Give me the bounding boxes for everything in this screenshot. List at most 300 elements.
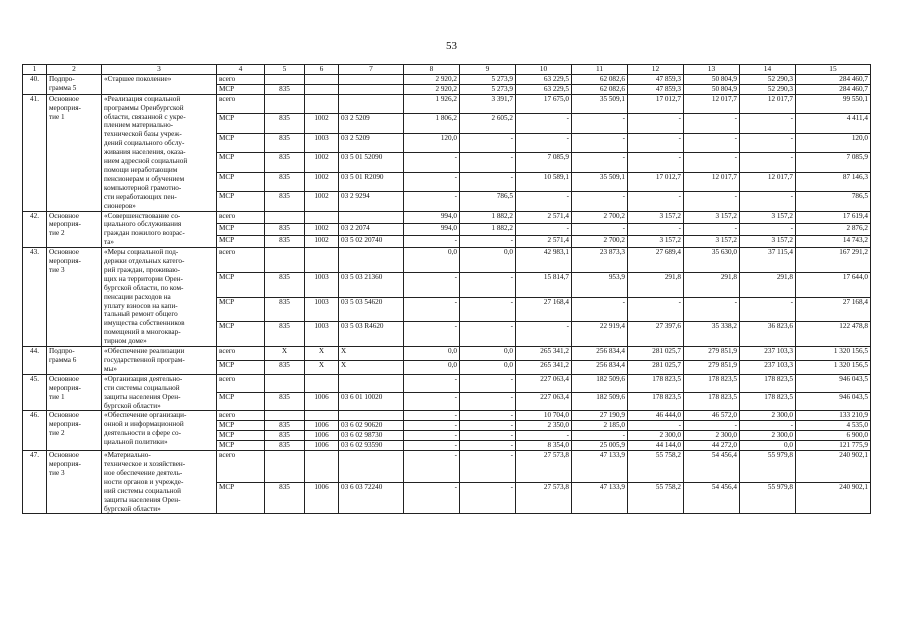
row-number: 41. <box>23 94 47 211</box>
grbs-code-cell: 835 <box>265 393 305 411</box>
program-name: «Старшее поколение» <box>102 74 217 94</box>
amount-cell: 182 509,6 <box>572 374 628 392</box>
section-code-cell: 1006 <box>305 431 339 441</box>
amount-cell: 27 573,8 <box>516 482 572 514</box>
row-number: 45. <box>23 374 47 411</box>
amount-cell: 265 341,2 <box>516 360 572 374</box>
amount-cell: 5 273,9 <box>460 74 516 84</box>
amount-cell: 178 823,5 <box>740 374 796 392</box>
target-code-cell: 03 5 02 20740 <box>339 235 404 247</box>
executor-cell: МСР <box>217 191 265 211</box>
column-number: 14 <box>740 65 796 75</box>
amount-cell: 17 619,4 <box>796 211 871 223</box>
amount-cell: - <box>404 235 460 247</box>
amount-cell: 178 823,5 <box>684 393 740 411</box>
amount-cell: 17 675,0 <box>516 94 572 113</box>
target-code-cell: 03 2 5209 <box>339 133 404 152</box>
amount-cell: - <box>628 191 684 211</box>
amount-cell: 240 902,1 <box>796 451 871 483</box>
amount-cell: - <box>460 374 516 392</box>
amount-cell: 256 834,4 <box>572 360 628 374</box>
executor-cell: МСР <box>217 272 265 297</box>
program-type: Основное мероприя- тие 3 <box>47 248 102 347</box>
budget-table <box>22 64 871 514</box>
section-code-cell: 1003 <box>305 133 339 152</box>
amount-cell: 12 017,7 <box>684 94 740 113</box>
amount-cell: 54 456,4 <box>684 451 740 483</box>
grbs-code-cell <box>265 411 305 421</box>
amount-cell: 946 043,5 <box>796 374 871 392</box>
grbs-code-cell: 835 <box>265 322 305 347</box>
page-number: 53 <box>446 40 457 52</box>
row-number: 40. <box>23 74 47 94</box>
section-code-cell: 1002 <box>305 172 339 191</box>
target-code-cell: X <box>339 347 404 361</box>
target-code-cell: 03 2 5209 <box>339 114 404 133</box>
executor-cell: МСР <box>217 421 265 431</box>
amount-cell: - <box>460 441 516 451</box>
amount-cell: - <box>740 133 796 152</box>
amount-cell: 2 300,0 <box>684 431 740 441</box>
amount-cell: 47 859,3 <box>628 84 684 94</box>
column-number: 7 <box>339 65 404 75</box>
amount-cell: 37 115,4 <box>740 248 796 273</box>
amount-cell: 0,0 <box>460 360 516 374</box>
amount-cell: 2 571,4 <box>516 211 572 223</box>
section-code-cell: 1006 <box>305 482 339 514</box>
amount-cell: 52 290,3 <box>740 84 796 94</box>
amount-cell: - <box>628 421 684 431</box>
amount-cell: 178 823,5 <box>628 393 684 411</box>
amount-cell: 178 823,5 <box>684 374 740 392</box>
amount-cell: 291,8 <box>740 272 796 297</box>
target-code-cell <box>339 84 404 94</box>
amount-cell: - <box>460 153 516 172</box>
amount-cell: 281 025,7 <box>628 347 684 361</box>
amount-cell: - <box>572 297 628 322</box>
amount-cell: 2 300,0 <box>628 431 684 441</box>
program-type: Основное мероприя- тие 1 <box>47 94 102 211</box>
amount-cell: 120,0 <box>796 133 871 152</box>
section-code-cell <box>305 374 339 392</box>
row-number: 47. <box>23 451 47 514</box>
executor-cell: МСР <box>217 235 265 247</box>
amount-cell: 994,0 <box>404 223 460 235</box>
amount-cell: - <box>684 297 740 322</box>
amount-cell: - <box>460 272 516 297</box>
grbs-code-cell <box>265 451 305 483</box>
amount-cell: 22 919,4 <box>572 322 628 347</box>
column-number: 11 <box>572 65 628 75</box>
executor-cell: МСР <box>217 482 265 514</box>
program-name: «Меры социальной под- держки отдельных катего- рий граждан, проживаю- щих на территории Орен- бургской области, по ком- пенсации расходов на уплату взносов на капи- тальный ремонт общего имущества собственников помещений в многоквар- тирном доме» <box>102 248 217 347</box>
amount-cell: - <box>460 411 516 421</box>
amount-cell: 281 025,7 <box>628 360 684 374</box>
amount-cell: 44 144,0 <box>628 441 684 451</box>
amount-cell: 256 834,4 <box>572 347 628 361</box>
target-code-cell: 03 6 01 10020 <box>339 393 404 411</box>
amount-cell: 1 320 156,5 <box>796 360 871 374</box>
amount-cell: 2 876,2 <box>796 223 871 235</box>
amount-cell: 3 157,2 <box>684 211 740 223</box>
amount-cell: 8 354,0 <box>516 441 572 451</box>
program-type: Основное мероприя- тие 2 <box>47 411 102 451</box>
amount-cell: 1 806,2 <box>404 114 460 133</box>
amount-cell: 5 273,9 <box>460 84 516 94</box>
target-code-cell: 03 5 03 54620 <box>339 297 404 322</box>
column-number: 5 <box>265 65 305 75</box>
amount-cell: 44 272,0 <box>684 441 740 451</box>
section-code-cell: 1003 <box>305 272 339 297</box>
amount-cell: 237 103,3 <box>740 360 796 374</box>
target-code-cell <box>339 248 404 273</box>
amount-cell: 55 758,2 <box>628 482 684 514</box>
amount-cell: 291,8 <box>628 272 684 297</box>
grbs-code-cell: 835 <box>265 421 305 431</box>
amount-cell: - <box>516 322 572 347</box>
section-code-cell: 1003 <box>305 322 339 347</box>
column-number: 4 <box>217 65 265 75</box>
executor-cell: МСР <box>217 172 265 191</box>
target-code-cell <box>339 374 404 392</box>
table-row <box>23 211 871 223</box>
amount-cell: - <box>460 172 516 191</box>
section-code-cell <box>305 248 339 273</box>
amount-cell: - <box>572 191 628 211</box>
amount-cell: 62 082,6 <box>572 74 628 84</box>
executor-cell: МСР <box>217 133 265 152</box>
amount-cell: 182 509,6 <box>572 393 628 411</box>
amount-cell: - <box>404 441 460 451</box>
program-name: «Материально- техническое и хозяйствен- ное обеспечение деятель- ности органов и учрежде- ний системы социальной защиты населения Орен- бургской области» <box>102 451 217 514</box>
amount-cell: 23 873,3 <box>572 248 628 273</box>
section-code-cell <box>305 211 339 223</box>
amount-cell: 3 157,2 <box>684 235 740 247</box>
row-number: 44. <box>23 347 47 375</box>
amount-cell: 27 168,4 <box>516 297 572 322</box>
section-code-cell: 1002 <box>305 223 339 235</box>
table-row <box>23 248 871 273</box>
amount-cell: 17 012,7 <box>628 172 684 191</box>
amount-cell: - <box>404 393 460 411</box>
amount-cell: 3 391,7 <box>460 94 516 113</box>
target-code-cell: 03 2 2074 <box>339 223 404 235</box>
amount-cell: - <box>404 297 460 322</box>
column-number: 13 <box>684 65 740 75</box>
table-row <box>23 411 871 421</box>
program-name: «Совершенствование со- циального обслуживания граждан пожилого возрас- та» <box>102 211 217 248</box>
amount-cell: 35 630,0 <box>684 248 740 273</box>
amount-cell: 55 979,8 <box>740 482 796 514</box>
table-row <box>23 94 871 113</box>
table-row <box>23 347 871 361</box>
amount-cell: 47 859,3 <box>628 74 684 84</box>
amount-cell: - <box>460 235 516 247</box>
section-code-cell: 1003 <box>305 297 339 322</box>
amount-cell: - <box>460 431 516 441</box>
amount-cell: 0,0 <box>404 347 460 361</box>
amount-cell: 35 509,1 <box>572 94 628 113</box>
section-code-cell: 1002 <box>305 191 339 211</box>
program-name: «Организация деятельно- сти системы социальной защиты населения Орен- бургской области» <box>102 374 217 411</box>
amount-cell: - <box>404 411 460 421</box>
amount-cell: 120,0 <box>404 133 460 152</box>
grbs-code-cell: 835 <box>265 360 305 374</box>
row-number: 43. <box>23 248 47 347</box>
amount-cell: - <box>460 421 516 431</box>
grbs-code-cell: 835 <box>265 133 305 152</box>
amount-cell: 1 320 156,5 <box>796 347 871 361</box>
amount-cell: 2 920,2 <box>404 84 460 94</box>
executor-cell: МСР <box>217 393 265 411</box>
amount-cell: 291,8 <box>684 272 740 297</box>
executor-cell: МСР <box>217 360 265 374</box>
amount-cell: 47 133,9 <box>572 482 628 514</box>
amount-cell: 2 700,2 <box>572 211 628 223</box>
target-code-cell: 03 5 03 21360 <box>339 272 404 297</box>
program-type: Основное мероприя- тие 1 <box>47 374 102 411</box>
amount-cell: 133 210,9 <box>796 411 871 421</box>
amount-cell: 42 983,1 <box>516 248 572 273</box>
executor-cell: МСР <box>217 322 265 347</box>
executor-cell: всего <box>217 347 265 361</box>
amount-cell: - <box>516 191 572 211</box>
executor-cell: всего <box>217 74 265 84</box>
amount-cell: 7 085,9 <box>516 153 572 172</box>
amount-cell: 35 338,2 <box>684 322 740 347</box>
executor-cell: всего <box>217 211 265 223</box>
executor-cell: МСР <box>217 431 265 441</box>
amount-cell: 0,0 <box>460 347 516 361</box>
section-code-cell: 1002 <box>305 153 339 172</box>
amount-cell: 7 085,9 <box>796 153 871 172</box>
amount-cell: 2 350,0 <box>516 421 572 431</box>
amount-cell: - <box>572 133 628 152</box>
amount-cell: 6 900,0 <box>796 431 871 441</box>
amount-cell: - <box>516 223 572 235</box>
table-row <box>23 374 871 392</box>
grbs-code-cell: 835 <box>265 223 305 235</box>
executor-cell: всего <box>217 248 265 273</box>
program-name: «Обеспечение реализации государственной програм- мы» <box>102 347 217 375</box>
grbs-code-cell: X <box>265 347 305 361</box>
amount-cell: 46 572,0 <box>684 411 740 421</box>
amount-cell: 3 157,2 <box>628 235 684 247</box>
amount-cell: 2 571,4 <box>516 235 572 247</box>
amount-cell: - <box>628 114 684 133</box>
grbs-code-cell: 835 <box>265 272 305 297</box>
amount-cell: 0,0 <box>460 248 516 273</box>
amount-cell: 27 168,4 <box>796 297 871 322</box>
column-number: 9 <box>460 65 516 75</box>
amount-cell: - <box>684 421 740 431</box>
amount-cell: - <box>460 451 516 483</box>
target-code-cell <box>339 451 404 483</box>
amount-cell: - <box>404 482 460 514</box>
row-number: 42. <box>23 211 47 248</box>
target-code-cell: 03 5 03 R4620 <box>339 322 404 347</box>
amount-cell: - <box>460 482 516 514</box>
amount-cell: 10 704,0 <box>516 411 572 421</box>
target-code-cell: X <box>339 360 404 374</box>
column-number: 1 <box>23 65 47 75</box>
amount-cell: - <box>404 451 460 483</box>
table-row <box>23 451 871 483</box>
grbs-code-cell: 835 <box>265 431 305 441</box>
amount-cell: 15 814,7 <box>516 272 572 297</box>
executor-cell: всего <box>217 374 265 392</box>
amount-cell: 121 775,9 <box>796 441 871 451</box>
amount-cell: - <box>740 223 796 235</box>
amount-cell: 27 689,4 <box>628 248 684 273</box>
section-code-cell: 1006 <box>305 421 339 431</box>
target-code-cell: 03 6 02 98730 <box>339 431 404 441</box>
amount-cell: 237 103,3 <box>740 347 796 361</box>
amount-cell: 17 012,7 <box>628 94 684 113</box>
target-code-cell <box>339 211 404 223</box>
executor-cell: МСР <box>217 84 265 94</box>
amount-cell: 946 043,5 <box>796 393 871 411</box>
amount-cell: - <box>740 421 796 431</box>
column-number: 8 <box>404 65 460 75</box>
amount-cell: - <box>516 114 572 133</box>
amount-cell: - <box>404 272 460 297</box>
grbs-code-cell: 835 <box>265 441 305 451</box>
amount-cell: 27 397,6 <box>628 322 684 347</box>
section-code-cell: X <box>305 360 339 374</box>
section-code-cell: X <box>305 347 339 361</box>
section-code-cell: 1006 <box>305 393 339 411</box>
amount-cell: 87 146,3 <box>796 172 871 191</box>
executor-cell: МСР <box>217 114 265 133</box>
executor-cell: всего <box>217 451 265 483</box>
grbs-code-cell: 835 <box>265 172 305 191</box>
amount-cell: - <box>572 431 628 441</box>
program-type: Подпро- грамма 6 <box>47 347 102 375</box>
amount-cell: 1 882,2 <box>460 211 516 223</box>
grbs-code-cell <box>265 211 305 223</box>
column-number: 15 <box>796 65 871 75</box>
program-type: Основное мероприя- тие 3 <box>47 451 102 514</box>
amount-cell: - <box>684 223 740 235</box>
executor-cell: всего <box>217 411 265 421</box>
amount-cell: - <box>516 431 572 441</box>
row-number: 46. <box>23 411 47 451</box>
column-number: 3 <box>102 65 217 75</box>
amount-cell: - <box>628 223 684 235</box>
amount-cell: 994,0 <box>404 211 460 223</box>
grbs-code-cell <box>265 94 305 113</box>
target-code-cell: 03 2 9294 <box>339 191 404 211</box>
amount-cell: 55 758,2 <box>628 451 684 483</box>
amount-cell: 1 926,2 <box>404 94 460 113</box>
column-number: 12 <box>628 65 684 75</box>
amount-cell: - <box>460 393 516 411</box>
amount-cell: 227 063,4 <box>516 393 572 411</box>
executor-cell: МСР <box>217 223 265 235</box>
grbs-code-cell <box>265 74 305 84</box>
program-name: «Реализация социальной программы Оренбургской области, связанной с укре- плением материально- технической базы учреж- дений социального обслу- живания населения, оказа- нием адресной социальной помощи неработающим пенсионерам и обучением компьютерной грамотно- сти неработающих пен- сионеров» <box>102 94 217 211</box>
amount-cell: 167 291,2 <box>796 248 871 273</box>
program-type: Основное мероприя- тие 2 <box>47 211 102 248</box>
amount-cell: 178 823,5 <box>628 374 684 392</box>
amount-cell: - <box>628 133 684 152</box>
amount-cell: 35 509,1 <box>572 172 628 191</box>
amount-cell: 4 535,0 <box>796 421 871 431</box>
amount-cell: 786,5 <box>796 191 871 211</box>
amount-cell: - <box>460 297 516 322</box>
target-code-cell: 03 6 02 90620 <box>339 421 404 431</box>
amount-cell: - <box>684 191 740 211</box>
program-type: Подпро- грамма 5 <box>47 74 102 94</box>
amount-cell: - <box>572 223 628 235</box>
table-row <box>23 74 871 84</box>
amount-cell: - <box>628 297 684 322</box>
column-number-row <box>23 65 871 75</box>
grbs-code-cell: 835 <box>265 235 305 247</box>
amount-cell: 63 229,5 <box>516 84 572 94</box>
amount-cell: 1 882,2 <box>460 223 516 235</box>
amount-cell: 786,5 <box>460 191 516 211</box>
section-code-cell <box>305 411 339 421</box>
amount-cell: - <box>460 133 516 152</box>
amount-cell: 62 082,6 <box>572 84 628 94</box>
amount-cell: - <box>628 153 684 172</box>
amount-cell: - <box>740 153 796 172</box>
grbs-code-cell: 835 <box>265 191 305 211</box>
amount-cell: 279 851,9 <box>684 360 740 374</box>
amount-cell: 3 157,2 <box>628 211 684 223</box>
amount-cell: 46 444,0 <box>628 411 684 421</box>
amount-cell: 265 341,2 <box>516 347 572 361</box>
amount-cell: 12 017,7 <box>684 172 740 191</box>
amount-cell: 227 063,4 <box>516 374 572 392</box>
amount-cell: 12 017,7 <box>740 172 796 191</box>
amount-cell: - <box>404 191 460 211</box>
program-name: «Обеспечение организаци- онной и информационной деятельности в сфере со- циальной политики» <box>102 411 217 451</box>
amount-cell: 54 456,4 <box>684 482 740 514</box>
target-code-cell <box>339 411 404 421</box>
amount-cell: - <box>740 114 796 133</box>
amount-cell: 52 290,3 <box>740 74 796 84</box>
amount-cell: 36 823,6 <box>740 322 796 347</box>
target-code-cell <box>339 94 404 113</box>
amount-cell: 14 743,2 <box>796 235 871 247</box>
column-number: 2 <box>47 65 102 75</box>
target-code-cell: 03 5 01 R2090 <box>339 172 404 191</box>
amount-cell: - <box>404 374 460 392</box>
amount-cell: 47 133,9 <box>572 451 628 483</box>
amount-cell: 10 589,1 <box>516 172 572 191</box>
amount-cell: 2 300,0 <box>740 411 796 421</box>
amount-cell: 284 460,7 <box>796 74 871 84</box>
grbs-code-cell <box>265 374 305 392</box>
column-number: 6 <box>305 65 339 75</box>
amount-cell: 279 851,9 <box>684 347 740 361</box>
grbs-code-cell: 835 <box>265 297 305 322</box>
amount-cell: - <box>684 153 740 172</box>
amount-cell: 25 005,9 <box>572 441 628 451</box>
amount-cell: 284 460,7 <box>796 84 871 94</box>
executor-cell: МСР <box>217 153 265 172</box>
section-code-cell: 1006 <box>305 441 339 451</box>
amount-cell: 12 017,7 <box>740 94 796 113</box>
amount-cell: 63 229,5 <box>516 74 572 84</box>
target-code-cell <box>339 74 404 84</box>
section-code-cell <box>305 84 339 94</box>
amount-cell: 4 411,4 <box>796 114 871 133</box>
amount-cell: 178 823,5 <box>740 393 796 411</box>
